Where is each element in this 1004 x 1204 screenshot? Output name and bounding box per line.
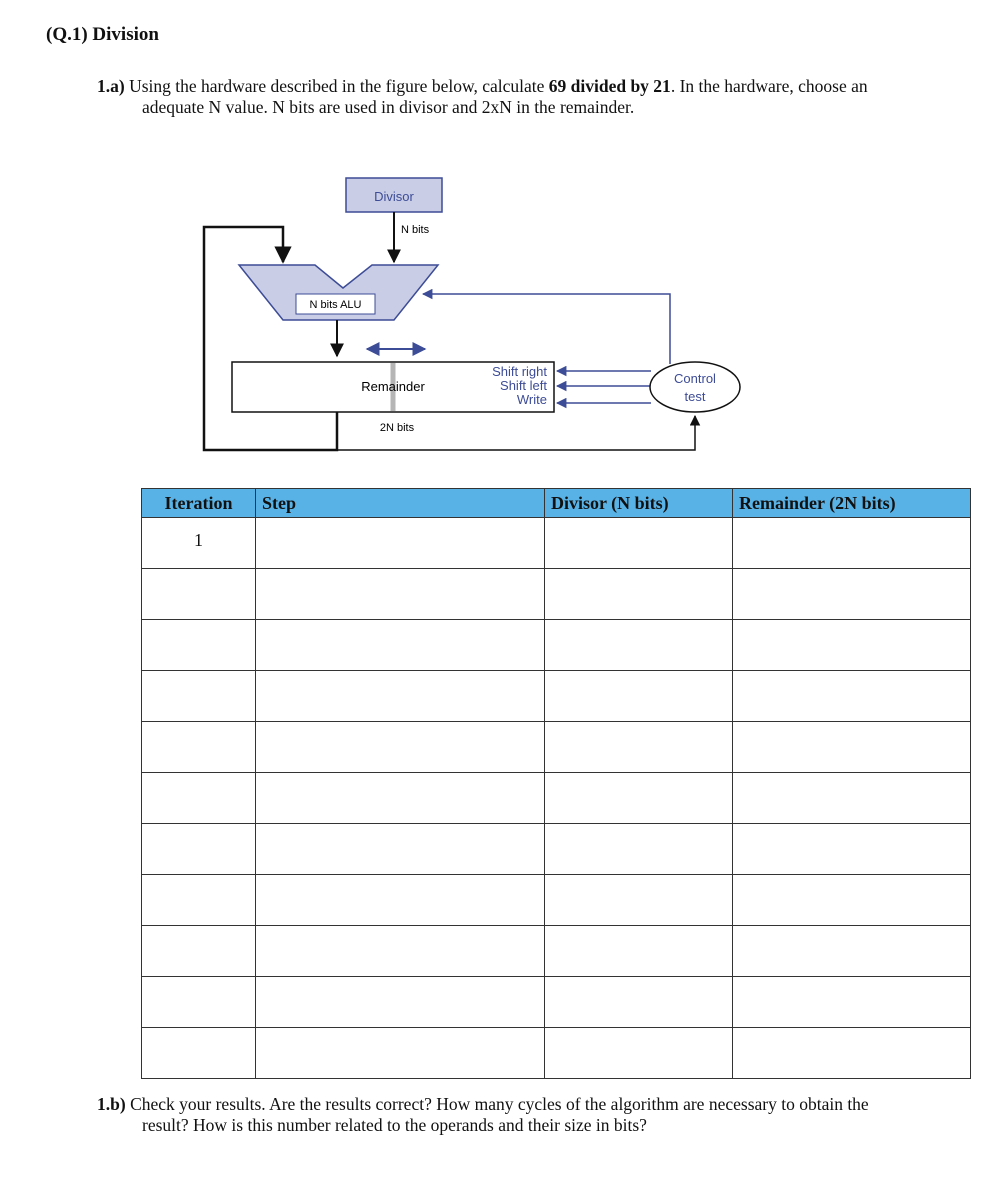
divisor-bits-label: N bits	[401, 224, 430, 236]
table-row	[142, 977, 971, 1028]
table-row	[142, 569, 971, 620]
shift-right-label: Shift right	[492, 364, 547, 379]
cell-divisor[interactable]	[545, 722, 733, 773]
cell-iteration[interactable]: 1	[142, 518, 256, 569]
cell-step[interactable]	[256, 518, 545, 569]
cell-iteration[interactable]	[142, 926, 256, 977]
question-title: (Q.1) Division	[46, 24, 159, 45]
table-row	[142, 824, 971, 875]
test-label: test	[684, 389, 706, 404]
cell-step[interactable]	[256, 824, 545, 875]
table-row	[142, 722, 971, 773]
cell-remainder[interactable]	[733, 773, 971, 824]
cell-iteration[interactable]	[142, 620, 256, 671]
cell-divisor[interactable]	[545, 569, 733, 620]
cell-divisor[interactable]	[545, 671, 733, 722]
part-a-label: 1.a)	[97, 76, 125, 96]
shift-left-label: Shift left	[500, 378, 547, 393]
division-steps-table	[141, 488, 971, 1079]
header-divisor: Divisor (N bits)	[545, 489, 733, 518]
cell-remainder[interactable]	[733, 722, 971, 773]
cell-step[interactable]	[256, 569, 545, 620]
table-row	[142, 671, 971, 722]
cell-divisor[interactable]	[545, 1028, 733, 1079]
cell-remainder[interactable]	[733, 977, 971, 1028]
cell-divisor[interactable]	[545, 875, 733, 926]
table-body	[142, 518, 971, 1079]
cell-step[interactable]	[256, 977, 545, 1028]
cell-iteration[interactable]	[142, 1028, 256, 1079]
table-row	[142, 875, 971, 926]
table-row	[142, 926, 971, 977]
cell-remainder[interactable]	[733, 1028, 971, 1079]
write-label: Write	[516, 392, 547, 407]
part-b-label: 1.b)	[97, 1094, 126, 1114]
part-a-text-2: . In the hardware, choose an adequate N value. N bits are used in divisor and 2xN in the remainder.	[142, 76, 868, 117]
cell-remainder[interactable]	[733, 518, 971, 569]
part-b-paragraph	[97, 1094, 897, 1136]
cell-step[interactable]	[256, 773, 545, 824]
cell-step[interactable]	[256, 722, 545, 773]
cell-step[interactable]	[256, 671, 545, 722]
cell-step[interactable]	[256, 1028, 545, 1079]
cell-remainder[interactable]	[733, 824, 971, 875]
table-row	[142, 620, 971, 671]
division-hardware-diagram	[195, 170, 755, 460]
cell-step[interactable]	[256, 875, 545, 926]
cell-divisor[interactable]	[545, 620, 733, 671]
control-to-alu-line	[423, 294, 670, 364]
divisor-label: Divisor	[374, 189, 414, 204]
cell-remainder[interactable]	[733, 569, 971, 620]
cell-iteration[interactable]	[142, 722, 256, 773]
part-b-text: Check your results. Are the results correct? How many cycles of the algorithm are necessary to obtain the result? How is this number related to the operands and their size in bits?	[125, 1094, 869, 1135]
cell-divisor[interactable]	[545, 824, 733, 875]
remainder-bits-label: 2N bits	[379, 422, 415, 434]
control-test-unit	[650, 362, 740, 412]
cell-remainder[interactable]	[733, 875, 971, 926]
remainder-feedback-loop	[204, 227, 337, 450]
remainder-label: Remainder	[361, 379, 425, 394]
cell-divisor[interactable]	[545, 773, 733, 824]
part-a-operation: 69 divided by 21	[548, 76, 671, 96]
cell-divisor[interactable]	[545, 926, 733, 977]
cell-iteration[interactable]	[142, 875, 256, 926]
header-iteration: Iteration	[142, 489, 256, 518]
cell-divisor[interactable]	[545, 977, 733, 1028]
cell-remainder[interactable]	[733, 620, 971, 671]
cell-step[interactable]	[256, 620, 545, 671]
part-a-paragraph	[97, 76, 897, 118]
cell-divisor[interactable]	[545, 518, 733, 569]
cell-step[interactable]	[256, 926, 545, 977]
cell-iteration[interactable]	[142, 773, 256, 824]
cell-iteration[interactable]	[142, 569, 256, 620]
cell-iteration[interactable]	[142, 977, 256, 1028]
header-remainder: Remainder (2N bits)	[733, 489, 971, 518]
cell-iteration[interactable]	[142, 671, 256, 722]
cell-remainder[interactable]	[733, 926, 971, 977]
alu-label: N bits ALU	[309, 299, 362, 311]
control-label: Control	[674, 371, 716, 386]
cell-iteration[interactable]	[142, 824, 256, 875]
cell-remainder[interactable]	[733, 671, 971, 722]
table-row	[142, 1028, 971, 1079]
table-row	[142, 518, 971, 569]
header-step: Step	[256, 489, 545, 518]
part-a-text-1: Using the hardware described in the figure below, calculate	[124, 76, 549, 96]
table-row	[142, 773, 971, 824]
